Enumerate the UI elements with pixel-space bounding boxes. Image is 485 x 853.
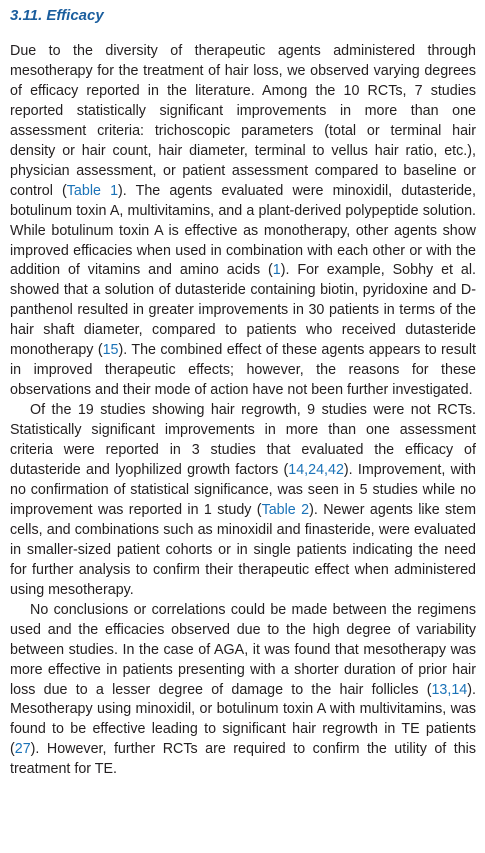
paragraph-text: Of the 19 studies showing hair regrowth, 9 studies were not RCTs. Statistically significant improvements in more than one assessment criteria were reported in 3 studies that evaluated the efficacy of dutasteride and lyophilized growth factors ( (10, 402, 476, 479)
citation-link[interactable]: Table 1 (66, 182, 119, 199)
section-title: Efficacy (46, 7, 104, 24)
paragraph-text: ). The combined effect of these agents appears to result in improved therapeutic effects; however, the reasons for these observations and their mode of action have not been further investigated. (10, 342, 477, 399)
paragraph-text: ). However, further RCTs are required to confirm the utility of this treatment for TE. (10, 741, 476, 778)
section-body (10, 42, 476, 780)
paragraph-text: ). For example, Sobhy et al. showed that a solution of dutasteride containing biotin, pyridoxine and D-panthenol resulted in greater improvements in 30 patients in terms of the hair shaft diameter, compared to patients who received dutasteride monotherapy ( (10, 262, 476, 359)
paragraph-text: ). Improvement, with no confirmation of statistical significance, was seen in 5 studies while no improvement was reported in 1 study ( (10, 462, 476, 518)
citation-link[interactable]: Table 2 (261, 501, 310, 518)
citation-link[interactable]: 15 (102, 342, 119, 359)
paragraph-text: ). The agents evaluated were minoxidil, dutasteride, botulinum toxin A, multivitamins, and a plant-derived polypeptide solution. While botulinum toxin A is effective as monotherapy, other agents show improved efficacies when used in combination with each other or with the addition of vitamins and amino acids ( (10, 182, 476, 279)
body-paragraph (10, 401, 476, 601)
citation-link[interactable]: 13,14 (431, 681, 468, 698)
paragraph-text: No conclusions or correlations could be made between the regimens used and the efficacies observed due to the high degree of variability between studies. In the case of AGA, it was found that mesotherapy was more effective in patients presenting with a shorter duration of prior hair loss due to a lesser degree of damage to the hair follicles ( (10, 601, 476, 698)
paragraph-text: ). Mesotherapy using minoxidil, or botulinum toxin A with multivitamins, was found to be effective leading to significant hair regrowth in TE patients ( (10, 681, 476, 758)
section-heading (10, 6, 476, 26)
citation-link[interactable]: 1 (272, 262, 281, 279)
body-paragraph (10, 601, 476, 781)
citation-link[interactable]: 27 (14, 741, 31, 758)
paragraph-text: ). Newer agents like stem cells, and combinations such as minoxidil and finasteride, were evaluated in smaller-sized patient cohorts or in single patients indicating the need for further analysis to confirm their therapeutic effect when administered using mesotherapy. (10, 501, 477, 598)
section-number: 3.11. (10, 7, 43, 24)
paragraph-text: Due to the diversity of therapeutic agents administered through mesotherapy for the treatment of hair loss, we observed varying degrees of efficacy reported in the literature. Among the 10 RCTs, 7 studies reported statistically significant improvements in more than one assessment criteria: trichoscopic parameters (total or terminal hair density or hair count, hair diameter, terminal to vellus hair ratio, etc.), physician assessment, or patient assessment compared to baseline or control ( (10, 43, 476, 199)
citation-link[interactable]: 14,24,42 (288, 462, 344, 479)
body-paragraph (10, 42, 476, 401)
